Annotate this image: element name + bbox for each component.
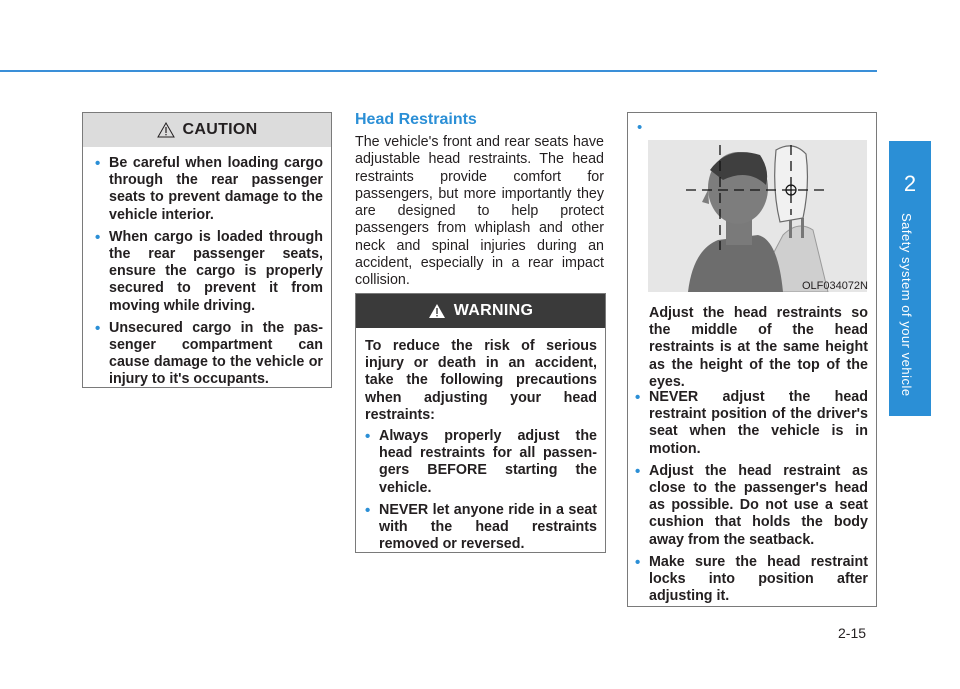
top-rule xyxy=(0,70,877,72)
chapter-tab xyxy=(889,141,931,416)
list-item: • Unsecured cargo in the passenger compartment can cause damage to the vehicle or injury to it's occupants. xyxy=(95,320,323,389)
list-item: • Be careful when loading cargo through the rear passenger seats to prevent damage to the vehicle interior. xyxy=(95,155,323,224)
chapter-number: 2 xyxy=(903,171,917,196)
caution-label: CAUTION xyxy=(182,121,258,138)
list-item: • NEVER adjust the head restraint position of the driver's seat when the vehicle is in motion. xyxy=(635,389,868,458)
adjust-list xyxy=(635,389,868,610)
warning-label: WARNING xyxy=(453,302,534,319)
caution-box xyxy=(82,112,332,388)
body-paragraph: The vehicle's front and rear seats have adjustable head restraints. The head restraints provide comfort for passengers, but more importantly they are designed to help protect passengers from whiplash and other neck and spinal injuries during an accident, especially in a rear impact collision. xyxy=(355,134,604,289)
warning-box xyxy=(355,293,606,553)
list-item: • Make sure the head restraint locks into position after adjusting it. xyxy=(635,554,868,606)
figure-code: OLF034072N xyxy=(801,280,868,292)
head-restraint-adjust-box xyxy=(627,112,877,607)
adjust-instruction: Adjust the head restraints so the middle of the head restraints is at the same height as the height of the top of the eyes. xyxy=(649,305,868,390)
caution-header xyxy=(83,113,331,147)
warning-list xyxy=(356,428,605,553)
head-restraint-illustration xyxy=(648,140,867,292)
warning-triangle-icon xyxy=(428,303,446,319)
bullet-icon: • xyxy=(637,119,643,136)
section-heading: Head Restraints xyxy=(355,111,477,128)
caution-list xyxy=(83,147,331,389)
page-number: 2-15 xyxy=(838,625,867,641)
warning-header xyxy=(356,294,605,328)
chapter-title: Safety system of your vehicle xyxy=(899,213,914,397)
list-item: • When cargo is loaded through the rear passenger seats, ensure the cargo is properly secured to prevent it from moving while driving. xyxy=(95,229,323,315)
list-item: • Always properly adjust the head restraints for all passengers BEFORE starting the vehicle. xyxy=(365,428,597,497)
list-item: • NEVER let anyone ride in a seat with the head restraints removed or reversed. xyxy=(365,502,597,554)
warning-intro: To reduce the risk of serious injury or death in an accident, take the following precautions when adjusting your head restraints: xyxy=(365,338,597,423)
caution-triangle-icon xyxy=(157,122,175,138)
list-item: • Adjust the head restraint as close to the passenger's head as possible. Do not use a seat cushion that holds the body away from the seatback. xyxy=(635,463,868,549)
